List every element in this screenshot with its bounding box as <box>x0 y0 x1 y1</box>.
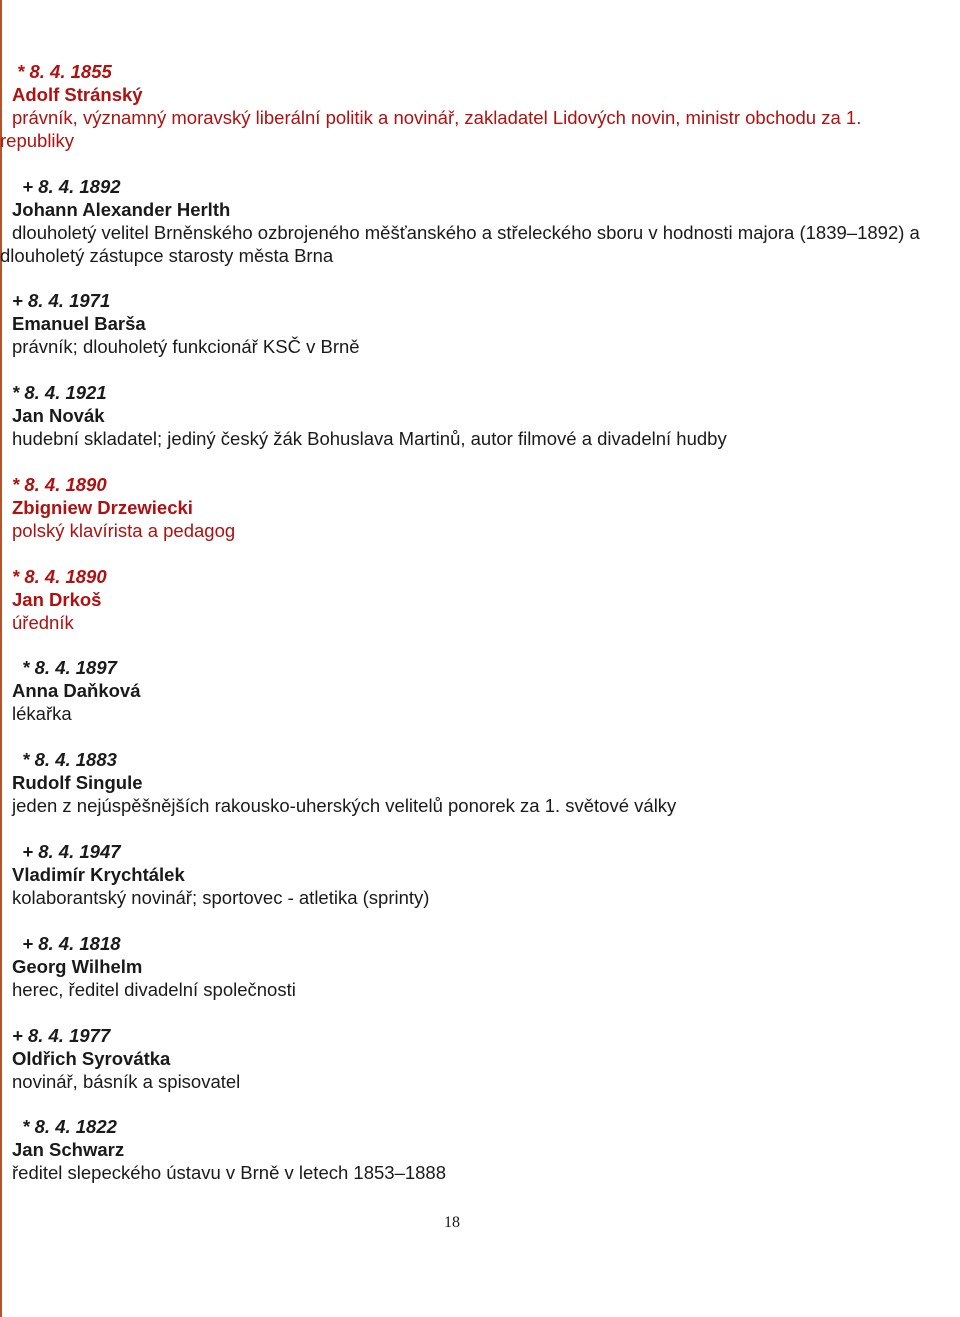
entry-date: * 8. 4. 1822 <box>12 1116 117 1137</box>
entry-johann-alexander-herlth <box>0 175 920 267</box>
entry-description: novinář, básník a spisovatel <box>12 1071 241 1092</box>
entry-date: * 8. 4. 1855 <box>12 61 112 82</box>
entry-rudolf-singule <box>12 748 920 817</box>
entry-description: ředitel slepeckého ústavu v Brně v letech 1853–1888 <box>12 1162 447 1183</box>
entry-jan-novak <box>12 381 920 450</box>
entry-date: + 8. 4. 1818 <box>12 933 121 954</box>
entry-date: * 8. 4. 1921 <box>12 382 107 403</box>
entry-description: dlouholetý velitel Brněnského ozbrojeného měšťanského a střeleckého sboru v hodnosti majora (1839–1892) a dlouholetý zástupce starosty města Brna <box>0 222 920 266</box>
entry-description: právník, významný moravský liberální politik a novinář, zakladatel Lidových novin, ministr obchodu za 1. republiky <box>0 107 862 151</box>
entry-date: + 8. 4. 1977 <box>12 1025 111 1046</box>
entry-jan-drkos <box>12 565 920 634</box>
entry-description: hudební skladatel; jediný český žák Bohuslava Martinů, autor filmové a divadelní hudby <box>12 428 727 449</box>
entry-description: jeden z nejúspěšnějších rakousko-uherských velitelů ponorek za 1. světové války <box>12 795 677 816</box>
entry-date: * 8. 4. 1890 <box>12 474 107 495</box>
entry-date: + 8. 4. 1971 <box>12 290 111 311</box>
entry-name: Adolf Stránský <box>12 84 143 105</box>
entry-name: Vladimír Krychtálek <box>12 864 185 885</box>
entry-date: * 8. 4. 1890 <box>12 566 107 587</box>
entry-name: Johann Alexander Herlth <box>12 199 231 220</box>
entry-adolf-stransky <box>0 60 920 152</box>
entry-emanuel-barsa <box>12 289 920 358</box>
entry-name: Zbigniew Drzewiecki <box>12 497 193 518</box>
entry-name: Oldřich Syrovátka <box>12 1048 171 1069</box>
entry-description: úředník <box>12 612 74 633</box>
entry-name: Jan Drkoš <box>12 589 102 610</box>
entry-date: + 8. 4. 1892 <box>12 176 121 197</box>
entry-date: * 8. 4. 1897 <box>12 657 117 678</box>
entry-oldrich-syrovatka <box>12 1024 920 1093</box>
entry-name: Emanuel Barša <box>12 313 146 334</box>
entry-anna-dankova <box>12 656 920 725</box>
entry-jan-schwarz <box>12 1115 920 1184</box>
page-left-border <box>0 0 2 1317</box>
entry-description: polský klavírista a pedagog <box>12 520 236 541</box>
entry-description: herec, ředitel divadelní společnosti <box>12 979 296 1000</box>
entry-description: právník; dlouholetý funkcionář KSČ v Brně <box>12 336 360 357</box>
entry-date: + 8. 4. 1947 <box>12 841 121 862</box>
entry-georg-wilhelm <box>12 932 920 1001</box>
entry-name: Georg Wilhelm <box>12 956 143 977</box>
page-number: 18 <box>444 1214 460 1231</box>
entry-name: Jan Novák <box>12 405 105 426</box>
entry-vladimir-krychtalek <box>12 840 920 909</box>
entry-date: * 8. 4. 1883 <box>12 749 117 770</box>
entry-zbigniew-drzewiecki <box>12 473 920 542</box>
entry-description: kolaborantský novinář; sportovec - atletika (sprinty) <box>12 887 430 908</box>
entry-name: Rudolf Singule <box>12 772 143 793</box>
entry-name: Jan Schwarz <box>12 1139 125 1160</box>
entry-description: lékařka <box>12 703 72 724</box>
entry-name: Anna Daňková <box>12 680 141 701</box>
